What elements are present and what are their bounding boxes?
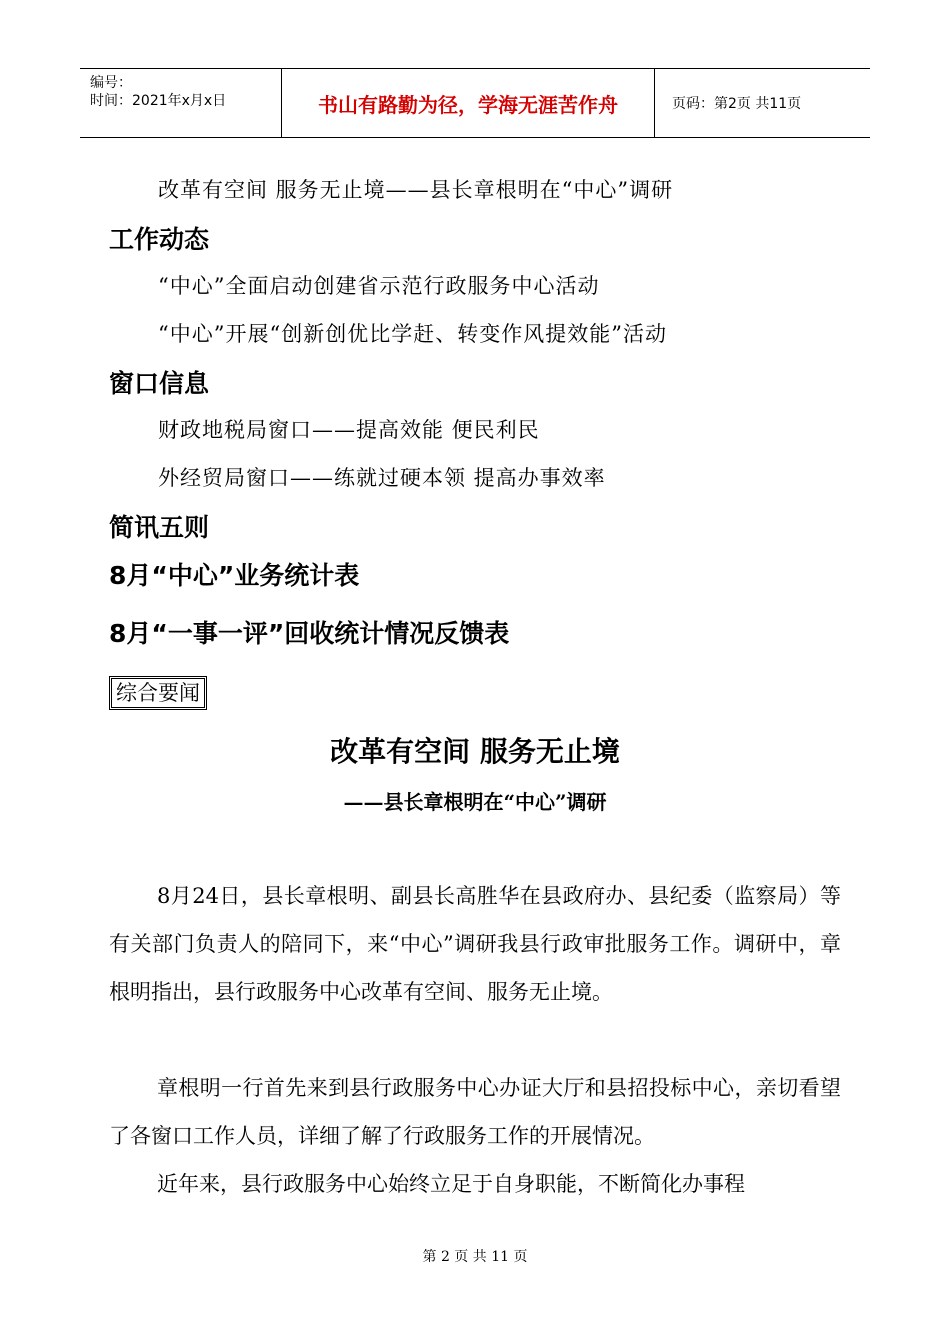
toc-heading-stats: 8月“中心”业务统计表	[109, 561, 360, 590]
toc-heading-work: 工作动态	[109, 225, 210, 254]
toc-item-reform: 改革有空间 服务无止境——县长章根明在“中心”调研	[158, 178, 674, 202]
toc-heading-window: 窗口信息	[109, 369, 210, 398]
toc-work-item-2: “中心”开展“创新创优比学赶、转变作风提效能”活动	[158, 322, 667, 346]
toc-heading-brief: 简讯五则	[109, 513, 210, 542]
page-header	[80, 68, 870, 138]
article-paragraph-1: 8月24日，县长章根明、副县长高胜华在县政府办、县纪委（监察局）等有关部门负责人的陪同下，来“中心”调研我县行政审批服务工作。调研中，章根明指出，县行政服务中心改革有空间、服务无止境。	[109, 884, 841, 1004]
toc-window-item-1: 财政地税局窗口——提高效能 便民利民	[158, 418, 540, 442]
document-number-label: 编号：	[90, 75, 132, 91]
header-page-info	[664, 69, 870, 137]
article-subtitle: ——县长章根明在“中心”调研	[343, 790, 607, 814]
header-page-text: 页码：第2页 共11页	[672, 96, 802, 112]
header-motto: 书山有路勤为径，学海无涯苦作舟	[282, 69, 655, 137]
document-time-label: 时间：2021年x月x日	[90, 93, 227, 109]
toc-window-item-2: 外经贸局窗口——练就过硬本领 提高办事效率	[158, 466, 606, 490]
article-paragraph-3: 近年来，县行政服务中心始终立足于自身职能，不断简化办事程	[157, 1172, 745, 1196]
page-footer: 第 2 页 共 11 页	[422, 1249, 528, 1265]
toc-heading-feedback: 8月“一事一评”回收统计情况反馈表	[109, 619, 510, 648]
toc-work-item-1: “中心”全面启动创建省示范行政服务中心活动	[158, 274, 600, 298]
article-title: 改革有空间 服务无止境	[330, 735, 620, 768]
section-label-box: 综合要闻	[109, 676, 207, 710]
header-meta-cell	[80, 69, 282, 137]
article-paragraph-2: 章根明一行首先来到县行政服务中心办证大厅和县招投标中心，亲切看望了各窗口工作人员，详细了解了行政服务工作的开展情况。	[109, 1076, 841, 1148]
